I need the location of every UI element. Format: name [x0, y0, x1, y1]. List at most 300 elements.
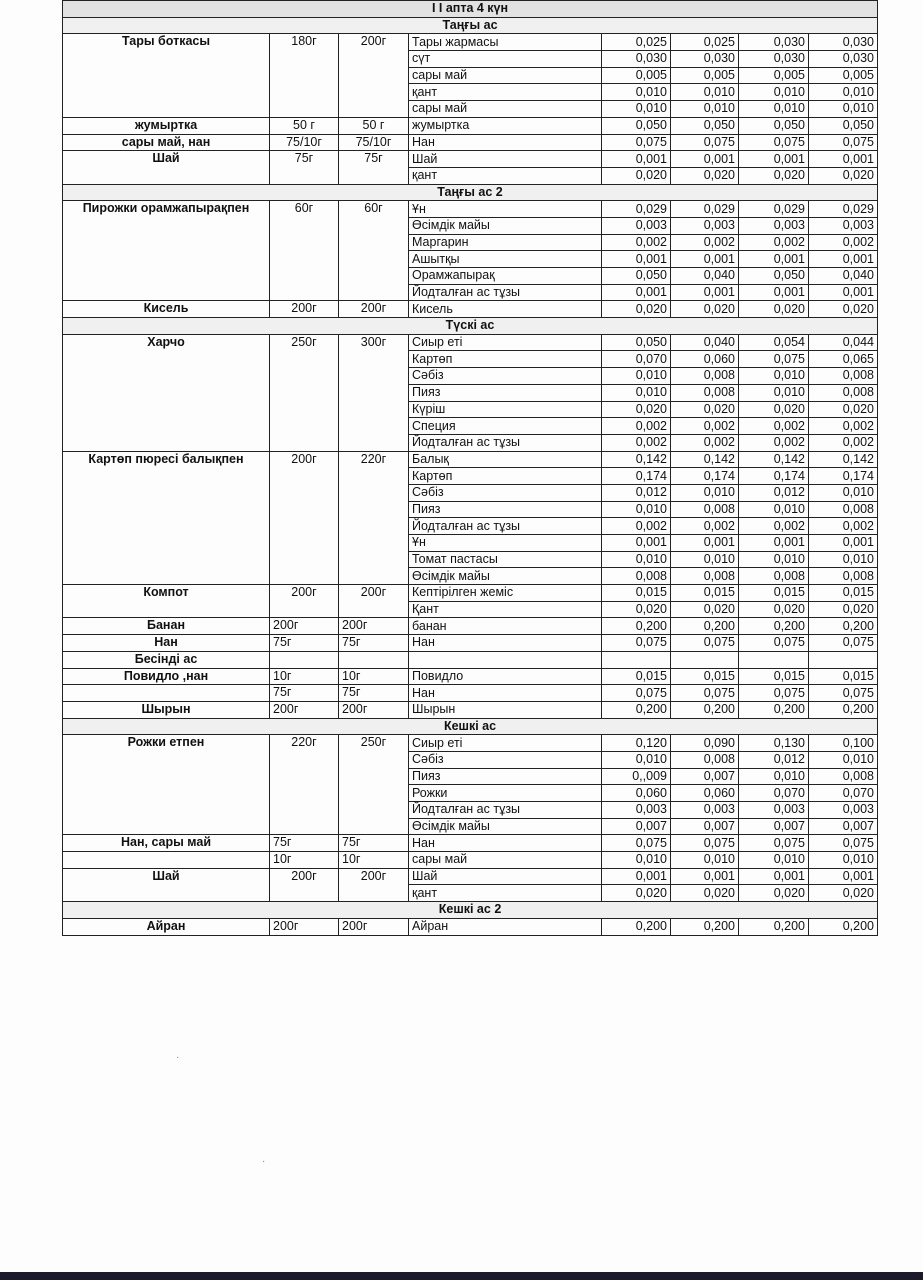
quantity-col-3: 0,200 — [739, 701, 809, 718]
ingredient-name: Пияз — [409, 501, 602, 518]
dish-name: жумыртка — [63, 117, 270, 134]
quantity-col-1 — [602, 651, 671, 668]
quantity-col-1: 0,020 — [602, 885, 671, 902]
ingredient-name: Рожки — [409, 785, 602, 802]
quantity-col-2: 0,002 — [671, 518, 739, 535]
quantity-col-3: 0,010 — [739, 101, 809, 118]
ingredient-name: Орамжапырақ — [409, 268, 602, 285]
quantity-col-4: 0,007 — [809, 818, 878, 835]
quantity-col-2: 0,142 — [671, 451, 739, 468]
portion-age-1: 250г — [270, 334, 339, 451]
quantity-col-4: 0,003 — [809, 802, 878, 819]
scan-speck: · — [262, 1156, 266, 1167]
quantity-col-4: 0,008 — [809, 368, 878, 385]
quantity-col-1: 0,060 — [602, 785, 671, 802]
ingredient-name: Сиыр еті — [409, 735, 602, 752]
ingredient-row — [63, 635, 878, 652]
quantity-col-4: 0,001 — [809, 251, 878, 268]
quantity-col-4: 0,100 — [809, 735, 878, 752]
ingredient-name: Картөп — [409, 468, 602, 485]
quantity-col-2: 0,015 — [671, 668, 739, 685]
quantity-col-1: 0,002 — [602, 518, 671, 535]
portion-age-2: 200г — [339, 585, 409, 618]
quantity-col-4: 0,020 — [809, 885, 878, 902]
quantity-col-2: 0,020 — [671, 401, 739, 418]
title-row — [63, 1, 878, 18]
quantity-col-3: 0,015 — [739, 668, 809, 685]
quantity-col-3: 0,020 — [739, 301, 809, 318]
quantity-col-2: 0,001 — [671, 151, 739, 168]
ingredient-name: Ұн — [409, 201, 602, 218]
dish-name: Нан, сары май — [63, 835, 270, 852]
portion-age-2: 10г — [339, 668, 409, 685]
ingredient-row — [63, 334, 878, 351]
quantity-col-1: 0,008 — [602, 568, 671, 585]
quantity-col-3: 0,020 — [739, 167, 809, 184]
quantity-col-1: 0,075 — [602, 835, 671, 852]
quantity-col-4: 0,008 — [809, 384, 878, 401]
menu-table — [62, 0, 878, 936]
ingredient-name: банан — [409, 618, 602, 635]
quantity-col-2: 0,005 — [671, 67, 739, 84]
quantity-col-2: 0,010 — [671, 551, 739, 568]
portion-age-2: 200г — [339, 918, 409, 935]
quantity-col-3: 0,010 — [739, 551, 809, 568]
quantity-col-3: 0,010 — [739, 768, 809, 785]
quantity-col-4: 0,075 — [809, 685, 878, 702]
quantity-col-3: 0,174 — [739, 468, 809, 485]
ingredient-name: Күріш — [409, 401, 602, 418]
quantity-col-1: 0,010 — [602, 501, 671, 518]
portion-age-1: 200г — [270, 868, 339, 901]
quantity-col-1: 0,010 — [602, 101, 671, 118]
quantity-col-3: 0,020 — [739, 885, 809, 902]
quantity-col-2: 0,010 — [671, 484, 739, 501]
quantity-col-4: 0,020 — [809, 601, 878, 618]
ingredient-row — [63, 835, 878, 852]
quantity-col-2: 0,020 — [671, 301, 739, 318]
quantity-col-1: 0,020 — [602, 301, 671, 318]
quantity-col-4: 0,001 — [809, 151, 878, 168]
portion-age-1: 60г — [270, 201, 339, 301]
quantity-col-3: 0,010 — [739, 384, 809, 401]
quantity-col-4: 0,010 — [809, 751, 878, 768]
quantity-col-1: 0,003 — [602, 217, 671, 234]
quantity-col-2: 0,075 — [671, 685, 739, 702]
page-title: I I апта 4 күн — [63, 1, 878, 18]
quantity-col-2: 0,002 — [671, 418, 739, 435]
ingredient-row — [63, 918, 878, 935]
ingredient-row — [63, 201, 878, 218]
quantity-col-2 — [671, 651, 739, 668]
dish-name — [63, 852, 270, 869]
ingredient-name: жумыртка — [409, 117, 602, 134]
quantity-col-1: 0,010 — [602, 84, 671, 101]
quantity-col-2: 0,001 — [671, 251, 739, 268]
quantity-col-1: 0,050 — [602, 268, 671, 285]
quantity-col-4: 0,040 — [809, 268, 878, 285]
portion-age-1: 75г — [270, 835, 339, 852]
quantity-col-2: 0,075 — [671, 635, 739, 652]
portion-age-1: 75/10г — [270, 134, 339, 151]
quantity-col-3: 0,200 — [739, 918, 809, 935]
ingredient-row — [63, 852, 878, 869]
quantity-col-1: 0,001 — [602, 151, 671, 168]
quantity-col-1: 0,007 — [602, 818, 671, 835]
quantity-col-4: 0,200 — [809, 618, 878, 635]
portion-age-1: 200г — [270, 585, 339, 618]
ingredient-name: қант — [409, 84, 602, 101]
ingredient-name — [409, 651, 602, 668]
quantity-col-3: 0,130 — [739, 735, 809, 752]
quantity-col-1: 0,005 — [602, 67, 671, 84]
quantity-col-1: 0,070 — [602, 351, 671, 368]
portion-age-1: 75г — [270, 685, 339, 702]
quantity-col-2: 0,015 — [671, 585, 739, 602]
ingredient-name: Кисель — [409, 301, 602, 318]
ingredient-name: Йодталған ас тұзы — [409, 284, 602, 301]
section-title: Кешкі ас — [63, 718, 878, 735]
quantity-col-4: 0,070 — [809, 785, 878, 802]
quantity-col-4: 0,142 — [809, 451, 878, 468]
quantity-col-3 — [739, 651, 809, 668]
quantity-col-2: 0,010 — [671, 852, 739, 869]
ingredient-name: Нан — [409, 835, 602, 852]
ingredient-name: Йодталған ас тұзы — [409, 802, 602, 819]
portion-age-2: 200г — [339, 34, 409, 117]
quantity-col-1: 0,200 — [602, 918, 671, 935]
quantity-col-1: 0,003 — [602, 802, 671, 819]
portion-age-2: 200г — [339, 701, 409, 718]
section-header-row — [63, 17, 878, 34]
ingredient-row — [63, 585, 878, 602]
quantity-col-2: 0,075 — [671, 134, 739, 151]
ingredient-name: Ашытқы — [409, 251, 602, 268]
quantity-col-2: 0,020 — [671, 601, 739, 618]
quantity-col-4: 0,005 — [809, 67, 878, 84]
section-header-row — [63, 318, 878, 335]
quantity-col-1: 0,174 — [602, 468, 671, 485]
portion-age-1: 75г — [270, 151, 339, 184]
portion-age-1: 200г — [270, 301, 339, 318]
quantity-col-4: 0,008 — [809, 768, 878, 785]
quantity-col-3: 0,005 — [739, 67, 809, 84]
quantity-col-2: 0,001 — [671, 535, 739, 552]
quantity-col-3: 0,010 — [739, 852, 809, 869]
portion-age-2: 75г — [339, 635, 409, 652]
ingredient-name: сары май — [409, 852, 602, 869]
ingredient-name: Тары жармасы — [409, 34, 602, 51]
quantity-col-4 — [809, 651, 878, 668]
quantity-col-1: 0,010 — [602, 751, 671, 768]
quantity-col-3: 0,003 — [739, 802, 809, 819]
quantity-col-1: 0,075 — [602, 685, 671, 702]
quantity-col-4: 0,030 — [809, 34, 878, 51]
quantity-col-1: 0,030 — [602, 51, 671, 68]
quantity-col-1: 0,010 — [602, 368, 671, 385]
quantity-col-1: 0,010 — [602, 384, 671, 401]
portion-age-2 — [339, 651, 409, 668]
quantity-col-2: 0,020 — [671, 885, 739, 902]
ingredient-row — [63, 701, 878, 718]
quantity-col-1: 0,010 — [602, 852, 671, 869]
quantity-col-4: 0,008 — [809, 568, 878, 585]
portion-age-1: 200г — [270, 618, 339, 635]
quantity-col-4: 0,029 — [809, 201, 878, 218]
ingredient-name: Нан — [409, 134, 602, 151]
ingredient-name: Пияз — [409, 768, 602, 785]
quantity-col-4: 0,050 — [809, 117, 878, 134]
dish-name: сары май, нан — [63, 134, 270, 151]
quantity-col-2: 0,050 — [671, 117, 739, 134]
ingredient-name: Ұн — [409, 535, 602, 552]
ingredient-name: Нан — [409, 635, 602, 652]
ingredient-row — [63, 134, 878, 151]
dish-name: Айран — [63, 918, 270, 935]
quantity-col-3: 0,002 — [739, 434, 809, 451]
quantity-col-1: 0,001 — [602, 868, 671, 885]
quantity-col-1: 0,075 — [602, 635, 671, 652]
quantity-col-3: 0,050 — [739, 117, 809, 134]
ingredient-name: Специя — [409, 418, 602, 435]
quantity-col-1: 0,,009 — [602, 768, 671, 785]
quantity-col-4: 0,002 — [809, 418, 878, 435]
quantity-col-4: 0,015 — [809, 585, 878, 602]
ingredient-row — [63, 651, 878, 668]
quantity-col-3: 0,050 — [739, 268, 809, 285]
quantity-col-2: 0,008 — [671, 368, 739, 385]
dish-name: Шырын — [63, 701, 270, 718]
portion-age-1: 220г — [270, 735, 339, 835]
quantity-col-3: 0,075 — [739, 685, 809, 702]
quantity-col-3: 0,075 — [739, 835, 809, 852]
section-title: Таңғы ас — [63, 17, 878, 34]
ingredient-row — [63, 868, 878, 885]
quantity-col-2: 0,007 — [671, 818, 739, 835]
quantity-col-2: 0,001 — [671, 868, 739, 885]
quantity-col-2: 0,008 — [671, 384, 739, 401]
quantity-col-1: 0,020 — [602, 601, 671, 618]
section-title: Таңғы ас 2 — [63, 184, 878, 201]
ingredient-name: Йодталған ас тұзы — [409, 434, 602, 451]
quantity-col-2: 0,008 — [671, 751, 739, 768]
portion-age-2: 220г — [339, 451, 409, 585]
section-header-row — [63, 718, 878, 735]
quantity-col-2: 0,200 — [671, 701, 739, 718]
dish-name: Бесінді ас — [63, 651, 270, 668]
dish-name: Повидло ,нан — [63, 668, 270, 685]
quantity-col-4: 0,075 — [809, 635, 878, 652]
quantity-col-3: 0,002 — [739, 518, 809, 535]
quantity-col-1: 0,002 — [602, 434, 671, 451]
quantity-col-4: 0,075 — [809, 134, 878, 151]
quantity-col-4: 0,020 — [809, 301, 878, 318]
quantity-col-3: 0,007 — [739, 818, 809, 835]
ingredient-row — [63, 668, 878, 685]
portion-age-1: 200г — [270, 918, 339, 935]
portion-age-1 — [270, 651, 339, 668]
scan-bottom-edge — [0, 1272, 923, 1280]
quantity-col-4: 0,020 — [809, 167, 878, 184]
dish-name: Банан — [63, 618, 270, 635]
quantity-col-3: 0,001 — [739, 151, 809, 168]
quantity-col-3: 0,010 — [739, 84, 809, 101]
dish-name — [63, 685, 270, 702]
portion-age-2: 250г — [339, 735, 409, 835]
quantity-col-1: 0,050 — [602, 117, 671, 134]
quantity-col-2: 0,029 — [671, 201, 739, 218]
ingredient-name: сары май — [409, 101, 602, 118]
ingredient-name: сүт — [409, 51, 602, 68]
ingredient-name: Сәбіз — [409, 368, 602, 385]
quantity-col-2: 0,174 — [671, 468, 739, 485]
ingredient-name: Сәбіз — [409, 484, 602, 501]
quantity-col-2: 0,003 — [671, 217, 739, 234]
quantity-col-4: 0,044 — [809, 334, 878, 351]
quantity-col-1: 0,012 — [602, 484, 671, 501]
portion-age-1: 10г — [270, 668, 339, 685]
quantity-col-4: 0,010 — [809, 84, 878, 101]
quantity-col-4: 0,010 — [809, 484, 878, 501]
quantity-col-4: 0,020 — [809, 401, 878, 418]
quantity-col-4: 0,010 — [809, 852, 878, 869]
quantity-col-1: 0,142 — [602, 451, 671, 468]
quantity-col-3: 0,142 — [739, 451, 809, 468]
dish-name: Пирожки орамжапырақпен — [63, 201, 270, 301]
quantity-col-3: 0,075 — [739, 351, 809, 368]
portion-age-2: 75г — [339, 151, 409, 184]
portion-age-2: 75г — [339, 835, 409, 852]
section-title: Кешкі ас 2 — [63, 902, 878, 919]
section-header-row — [63, 902, 878, 919]
portion-age-2: 60г — [339, 201, 409, 301]
ingredient-name: қант — [409, 885, 602, 902]
quantity-col-1: 0,050 — [602, 334, 671, 351]
quantity-col-1: 0,075 — [602, 134, 671, 151]
ingredient-name: Кептірілген жеміс — [409, 585, 602, 602]
quantity-col-3: 0,001 — [739, 868, 809, 885]
ingredient-row — [63, 451, 878, 468]
quantity-col-3: 0,029 — [739, 201, 809, 218]
ingredient-name: Пияз — [409, 384, 602, 401]
quantity-col-1: 0,025 — [602, 34, 671, 51]
quantity-col-1: 0,002 — [602, 418, 671, 435]
quantity-col-4: 0,002 — [809, 518, 878, 535]
quantity-col-1: 0,010 — [602, 551, 671, 568]
quantity-col-3: 0,054 — [739, 334, 809, 351]
ingredient-row — [63, 301, 878, 318]
dish-name: Шай — [63, 868, 270, 901]
ingredient-name: Шырын — [409, 701, 602, 718]
quantity-col-3: 0,002 — [739, 418, 809, 435]
ingredient-name: Повидло — [409, 668, 602, 685]
portion-age-2: 75/10г — [339, 134, 409, 151]
quantity-col-3: 0,001 — [739, 251, 809, 268]
dish-name: Рожки етпен — [63, 735, 270, 835]
dish-name: Шай — [63, 151, 270, 184]
portion-age-2: 200г — [339, 301, 409, 318]
quantity-col-2: 0,008 — [671, 501, 739, 518]
quantity-col-2: 0,040 — [671, 334, 739, 351]
quantity-col-2: 0,040 — [671, 268, 739, 285]
quantity-col-4: 0,010 — [809, 551, 878, 568]
quantity-col-4: 0,065 — [809, 351, 878, 368]
quantity-col-3: 0,075 — [739, 635, 809, 652]
quantity-col-2: 0,060 — [671, 785, 739, 802]
ingredient-name: Томат пастасы — [409, 551, 602, 568]
quantity-col-3: 0,010 — [739, 501, 809, 518]
quantity-col-3: 0,002 — [739, 234, 809, 251]
quantity-col-2: 0,020 — [671, 167, 739, 184]
ingredient-name: Маргарин — [409, 234, 602, 251]
ingredient-name: Йодталған ас тұзы — [409, 518, 602, 535]
section-header-row — [63, 184, 878, 201]
dish-name: Харчо — [63, 334, 270, 451]
quantity-col-3: 0,020 — [739, 401, 809, 418]
dish-name: Тары боткасы — [63, 34, 270, 117]
ingredient-name: Өсімдік майы — [409, 818, 602, 835]
portion-age-1: 200г — [270, 451, 339, 585]
ingredient-name: Айран — [409, 918, 602, 935]
quantity-col-2: 0,002 — [671, 434, 739, 451]
quantity-col-1: 0,015 — [602, 585, 671, 602]
quantity-col-3: 0,015 — [739, 585, 809, 602]
quantity-col-2: 0,060 — [671, 351, 739, 368]
portion-age-2: 200г — [339, 868, 409, 901]
portion-age-2: 200г — [339, 618, 409, 635]
ingredient-row — [63, 117, 878, 134]
quantity-col-3: 0,070 — [739, 785, 809, 802]
quantity-col-1: 0,002 — [602, 234, 671, 251]
quantity-col-4: 0,001 — [809, 535, 878, 552]
quantity-col-4: 0,015 — [809, 668, 878, 685]
quantity-col-2: 0,001 — [671, 284, 739, 301]
portion-age-1: 200г — [270, 701, 339, 718]
dish-name: Компот — [63, 585, 270, 618]
quantity-col-3: 0,020 — [739, 601, 809, 618]
quantity-col-4: 0,200 — [809, 701, 878, 718]
scan-speck: · — [176, 1052, 180, 1063]
quantity-col-2: 0,200 — [671, 918, 739, 935]
quantity-col-2: 0,025 — [671, 34, 739, 51]
quantity-col-2: 0,200 — [671, 618, 739, 635]
ingredient-name: қант — [409, 167, 602, 184]
quantity-col-4: 0,003 — [809, 217, 878, 234]
portion-age-2: 50 г — [339, 117, 409, 134]
ingredient-name: Шай — [409, 868, 602, 885]
ingredient-row — [63, 34, 878, 51]
ingredient-name: Сиыр еті — [409, 334, 602, 351]
quantity-col-4: 0,001 — [809, 284, 878, 301]
quantity-col-3: 0,008 — [739, 568, 809, 585]
quantity-col-1: 0,200 — [602, 618, 671, 635]
quantity-col-1: 0,001 — [602, 251, 671, 268]
quantity-col-3: 0,200 — [739, 618, 809, 635]
quantity-col-2: 0,007 — [671, 768, 739, 785]
quantity-col-3: 0,010 — [739, 368, 809, 385]
quantity-col-1: 0,020 — [602, 401, 671, 418]
portion-age-2: 10г — [339, 852, 409, 869]
quantity-col-3: 0,003 — [739, 217, 809, 234]
ingredient-row — [63, 735, 878, 752]
quantity-col-2: 0,008 — [671, 568, 739, 585]
quantity-col-4: 0,008 — [809, 501, 878, 518]
quantity-col-2: 0,003 — [671, 802, 739, 819]
quantity-col-2: 0,075 — [671, 835, 739, 852]
quantity-col-4: 0,002 — [809, 434, 878, 451]
portion-age-1: 75г — [270, 635, 339, 652]
quantity-col-3: 0,012 — [739, 484, 809, 501]
